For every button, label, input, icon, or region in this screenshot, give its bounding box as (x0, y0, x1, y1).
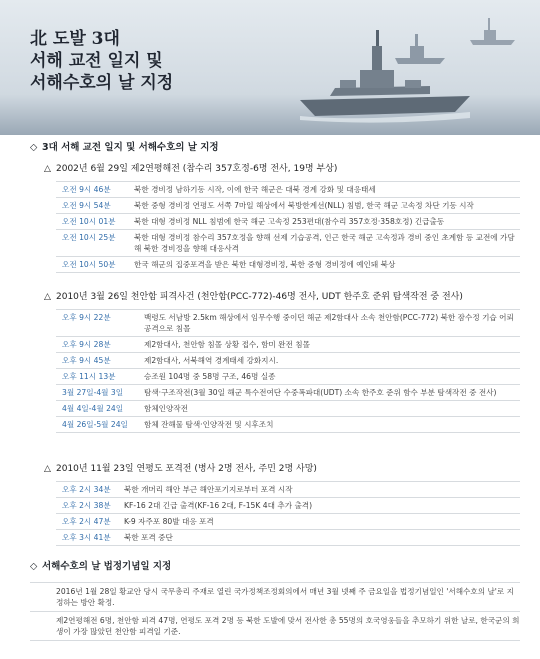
timeline-table (56, 309, 520, 433)
time-cell: 오후 2시 38분 (62, 501, 111, 510)
distant-ship-icon (395, 34, 445, 64)
banner-title-line: 서해수호의 날 지정 (30, 73, 174, 93)
battle-2002 (30, 162, 520, 273)
time-cell: 오후 11시 13분 (62, 372, 116, 381)
time-cell: 4월 26일-5월 24일 (62, 420, 128, 429)
time-cell: 오전 10시 50분 (62, 260, 116, 269)
battle-heading: △ 2010년 3월 26일 천안함 피격사건 (천안함(PCC-772)-46명 전사, UDT 한주호 준위 탐색작전 중 전사) (44, 292, 463, 302)
table-row (56, 498, 520, 514)
paragraph: 2016년 1월 28일 황교안 당시 국무총리 주재로 열린 국가정책조정회의에서 매년 3월 넷째 주 금요일을 법정기념일인 '서해수호의 날'로 지정하는 방안 확정. (30, 582, 520, 611)
table-row (56, 257, 520, 273)
table-row (56, 417, 520, 433)
paragraph: 제2연평해전 6명, 천안함 피격 47명, 연평도 포격 2명 등 북한 도발에 맞서 전사한 총 55명의 호국영웅들을 추모하기 위한 날로, 한국군의 희생이 가장 많았던 천안함 피격일 기준. (30, 611, 520, 641)
time-cell: 오후 9시 28분 (62, 340, 111, 349)
table-row (56, 401, 520, 417)
desc-cell: 북한 포격 중단 (124, 533, 173, 542)
diamond-icon: ◇ (30, 142, 38, 153)
table-row (56, 310, 520, 337)
distant-ship-icon (470, 18, 515, 45)
time-cell: 오전 9시 54분 (62, 201, 111, 210)
timeline-table (56, 181, 520, 273)
time-cell: 오전 9시 46분 (62, 185, 111, 194)
time-cell: 오후 2시 34분 (62, 485, 111, 494)
table-row (56, 214, 520, 230)
time-cell: 4월 4일-4월 24일 (62, 404, 124, 413)
battle-heading: △ 2010년 11월 23일 연평도 포격전 (병사 2명 전사, 주민 2명 사망) (44, 464, 317, 474)
time-cell: 오후 2시 47분 (62, 517, 111, 526)
banner-title-line: 서해 교전 일지 및 (30, 51, 163, 71)
table-row (56, 337, 520, 353)
desc-cell: 함체 잔해물 탐색·인양작전 및 시후조치 (144, 420, 274, 429)
header-banner (0, 0, 540, 135)
banner-title-line: 北 도발 3대 (30, 29, 120, 49)
desc-cell: 백령도 서남방 2.5km 해상에서 임무수행 중이던 해군 제2함대사 소속 천안함(PCC-772) 북한 잠수정 기습 어뢰 공격으로 침몰 (144, 313, 514, 333)
desc-cell: 북한 대형 경비정 참수리 357호정을 향해 선제 기습공격, 인근 한국 해군 고속정과 경비 중인 초계함 등 교전에 가담해 북한 경비정을 향해 대응사격 (134, 233, 515, 253)
table-row (56, 198, 520, 214)
diamond-icon: ◇ (30, 561, 38, 572)
section-heading: ◇ 서해수호의 날 법정기념일 지정 (30, 561, 172, 572)
time-cell: 오후 9시 22분 (62, 313, 111, 322)
table-row (56, 369, 520, 385)
table-row (56, 530, 520, 546)
desc-cell: 북한 중형 경비정 연평도 서쪽 7마일 해상에서 북방한계선(NLL) 침범, 한국 해군 고속정 차단 기동 시작 (134, 201, 474, 210)
section-heading: ◇ 3대 서해 교전 일지 및 서해수호의 날 지정 (30, 142, 219, 153)
warship-icon (300, 30, 470, 116)
desc-cell: 탐색·구조작전(3월 30일 해군 특수전여단 수중폭파대(UDT) 소속 한주호 준위 함수 부분 탐색작전 중 전사) (144, 388, 497, 397)
battle-heading: △ 2002년 6월 29일 제2연평해전 (참수리 357호정-6명 전사, 19명 부상) (44, 164, 338, 174)
desc-cell: 제2함대사, 천안함 침몰 상황 접수, 함미 완전 침몰 (144, 340, 310, 349)
desc-cell: K-9 자주포 80발 대응 포격 (124, 517, 214, 526)
desc-cell: 북한 개머리 해안 부근 해안포기지로부터 포격 시작 (124, 485, 293, 494)
desc-cell: 북한 대형 경비정 NLL 침범에 한국 해군 고속정 253편대(참수리 357호정·358호정) 긴급출동 (134, 217, 445, 226)
desc-cell: KF-16 2대 긴급 출격(KF-16 2대, F-15K 4대 추가 출격) (124, 501, 313, 510)
section-memorial-day (30, 560, 520, 641)
banner-title (30, 28, 173, 94)
battle-2010-cheonan (30, 290, 520, 433)
timeline-table (56, 481, 520, 546)
time-cell: 3월 27일-4월 3일 (62, 388, 124, 397)
table-row (56, 482, 520, 498)
section-timeline (30, 141, 520, 155)
time-cell: 오전 10시 25분 (62, 233, 116, 242)
time-cell: 오전 10시 01분 (62, 217, 116, 226)
time-cell: 오후 3시 41분 (62, 533, 111, 542)
table-row (56, 353, 520, 369)
table-row (56, 514, 520, 530)
triangle-icon: △ (44, 464, 51, 474)
triangle-icon: △ (44, 292, 51, 302)
desc-cell: 북한 경비정 남하기동 시작, 이에 한국 해군은 대북 경계 강화 및 대응태세 (134, 185, 376, 194)
desc-cell: 제2함대사, 서북해역 경계태세 강화지시. (144, 356, 279, 365)
battle-2010-yeonpyeong (30, 462, 520, 546)
desc-cell: 한국 해군의 집중포격을 받은 북한 대형경비정, 북한 중형 경비정에 예인돼 북상 (134, 260, 396, 269)
desc-cell: 함체인양작전 (144, 404, 189, 413)
table-row (56, 182, 520, 198)
table-row (56, 385, 520, 401)
desc-cell: 승조원 104명 중 58명 구조, 46명 실종 (144, 372, 276, 381)
time-cell: 오후 9시 45분 (62, 356, 111, 365)
table-row (56, 230, 520, 257)
triangle-icon: △ (44, 164, 51, 174)
